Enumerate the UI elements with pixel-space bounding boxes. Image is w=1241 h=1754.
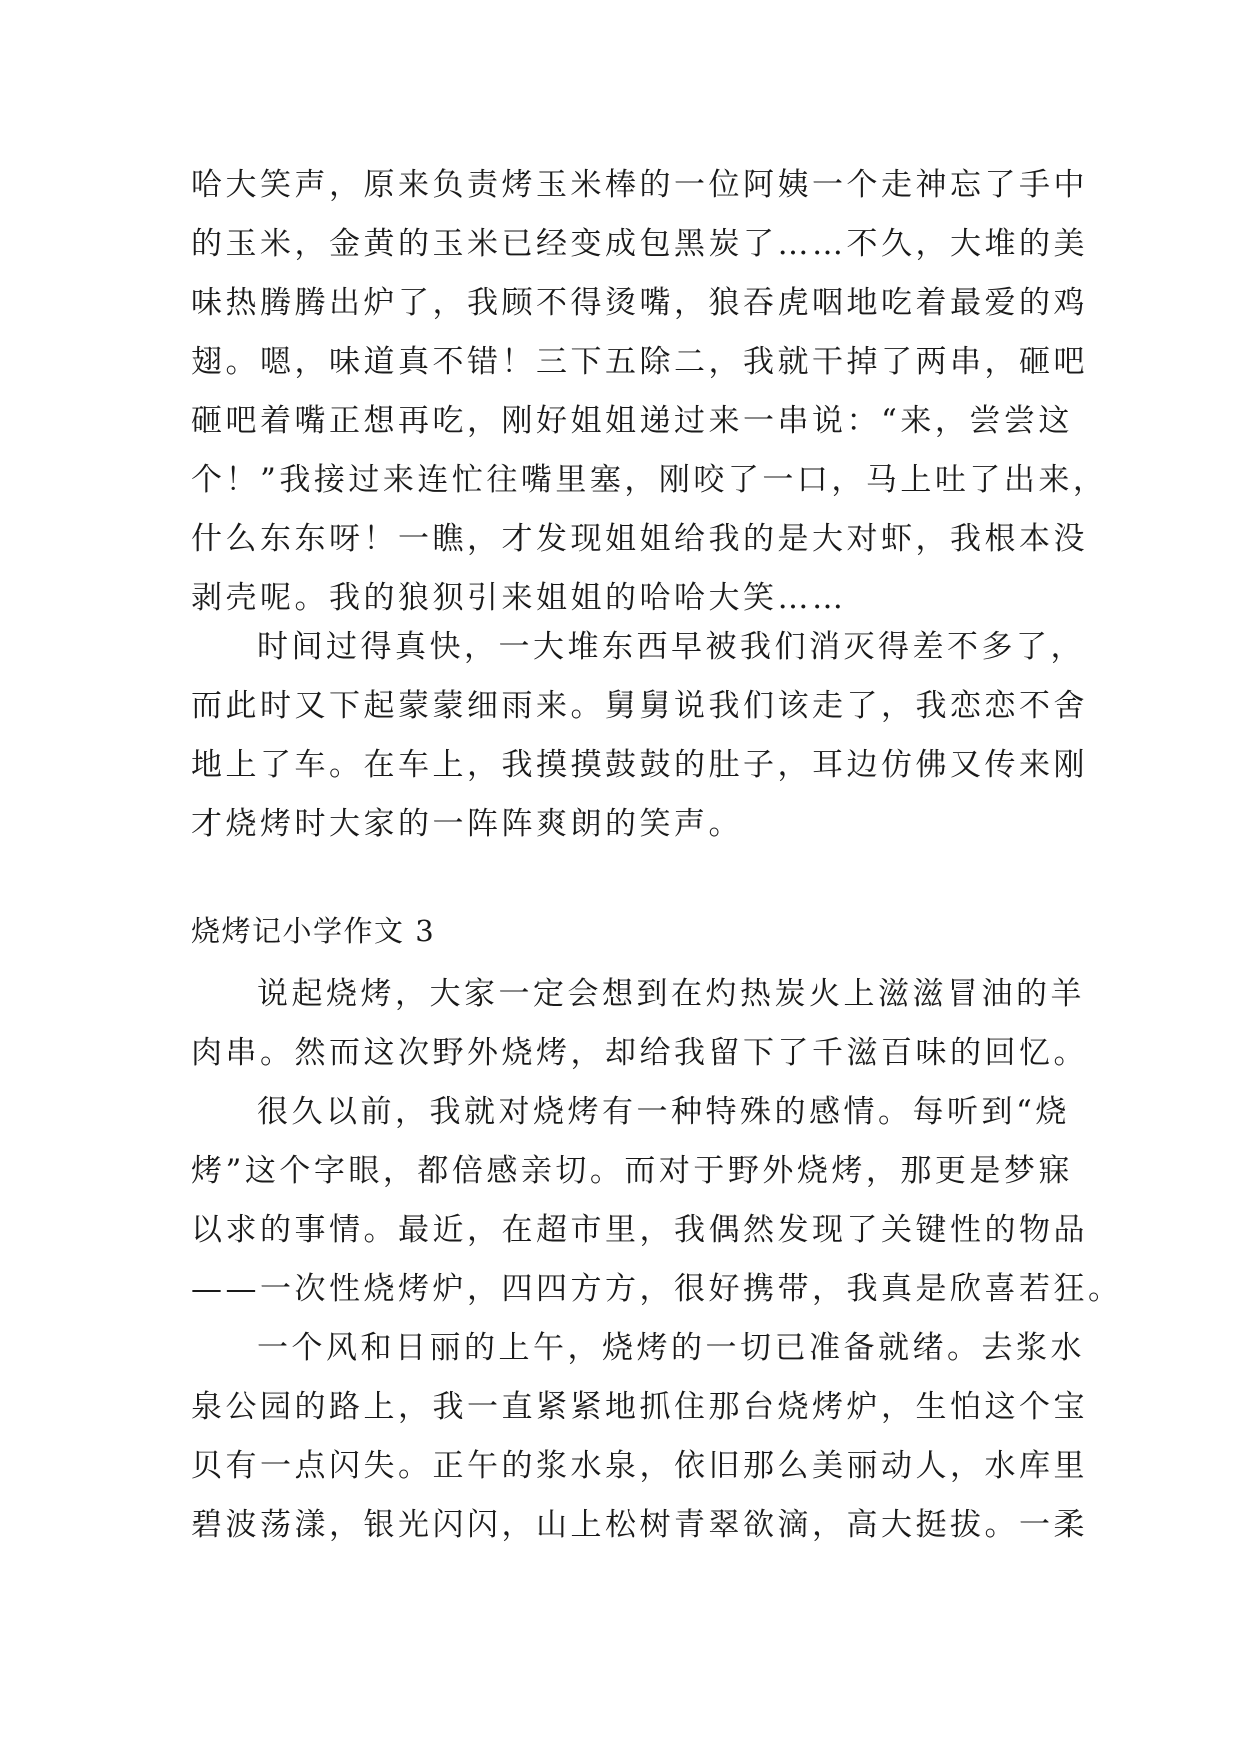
text-line: 味热腾腾出炉了，我顾不得烫嘴，狼吞虎咽地吃着最爱的鸡 [191,285,1088,321]
text-line: 烤”这个字眼，都倍感亲切。而对于野外烧烤，那更是梦寐 [191,1153,1073,1189]
text-line: 地上了车。在车上，我摸摸鼓鼓的肚子，耳边仿佛又传来刚 [191,747,1088,783]
text-line: 砸吧着嘴正想再吃，刚好姐姐递过来一串说：“来，尝尝这 [191,403,1073,439]
section-title: 烧烤记小学作文 3 [191,914,436,948]
text-line: 碧波荡漾，银光闪闪，山上松树青翠欲滴，高大挺拔。一柔 [191,1507,1088,1543]
text-line: 个！”我接过来连忙往嘴里塞，刚咬了一口，马上吐了出来， [191,462,1108,498]
paragraph-closing [191,618,1088,854]
text-line: 哈大笑声，原来负责烤玉米棒的一位阿姨一个走神忘了手中 [191,167,1088,203]
text-line: 什么东东呀！一瞧，才发现姐姐给我的是大对虾，我根本没 [191,521,1088,557]
text-line: 以求的事情。最近，在超市里，我偶然发现了关键性的物品 [191,1212,1088,1248]
text-line: 时间过得真快，一大堆东西早被我们消灭得差不多了， [257,629,1085,665]
paragraph-continuation [191,156,1108,628]
section-body [191,965,1123,1555]
text-line: 才烧烤时大家的一阵阵爽朗的笑声。 [191,806,743,842]
text-line: ——一次性烧烤炉，四四方方，很好携带，我真是欣喜若狂。 [191,1271,1123,1307]
text-line: 说起烧烤，大家一定会想到在灼热炭火上滋滋冒油的羊 [257,976,1085,1012]
text-line: 剥壳呢。我的狼狈引来姐姐的哈哈大笑…… [191,580,847,616]
text-line: 泉公园的路上，我一直紧紧地抓住那台烧烤炉，生怕这个宝 [191,1389,1088,1425]
text-line: 贝有一点闪失。正午的浆水泉，依旧那么美丽动人，水库里 [191,1448,1088,1484]
text-line: 一个风和日丽的上午，烧烤的一切已准备就绪。去浆水 [257,1330,1085,1366]
text-line: 很久以前，我就对烧烤有一种特殊的感情。每听到“烧 [257,1094,1070,1130]
text-line: 的玉米，金黄的玉米已经变成包黑炭了……不久，大堆的美 [191,226,1088,262]
text-line: 肉串。然而这次野外烧烤，却给我留下了千滋百味的回忆。 [191,1035,1088,1071]
text-line: 而此时又下起蒙蒙细雨来。舅舅说我们该走了，我恋恋不舍 [191,688,1088,724]
text-line: 翅。嗯，味道真不错！三下五除二，我就干掉了两串，砸吧 [191,344,1088,380]
